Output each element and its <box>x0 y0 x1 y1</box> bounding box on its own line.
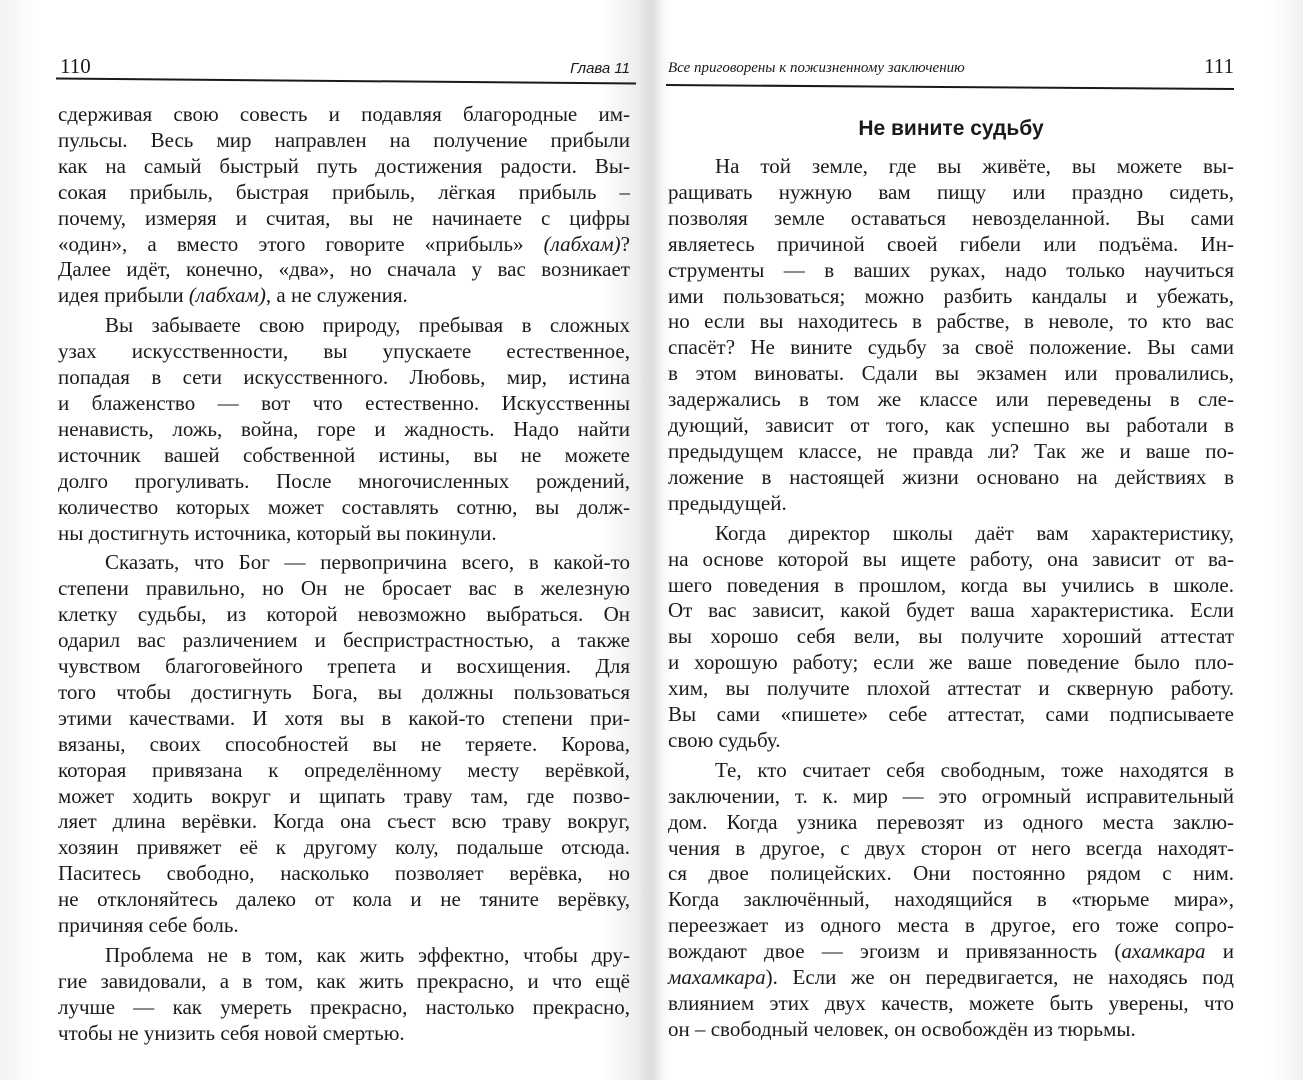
section-title: Не вините судьбу <box>858 117 1044 140</box>
text-line: попадая в сети искусственного. Любовь, мир, истина <box>58 365 630 390</box>
right-header-rule <box>666 84 1234 90</box>
text-line: Проблема не в том, как жить эффектно, чтобы дру- <box>105 943 630 967</box>
text-line: лучше — как умереть прекрасно, настолько прекрасно, <box>58 994 630 1019</box>
text-line: пульсы. Весь мир направлен на получение прибыли <box>58 127 630 152</box>
text-line: Вы сами «пишете» себе аттестат, сами подписываете <box>668 702 1234 727</box>
text-line: позволяя земле оставаться невозделанной. Вы сами <box>668 205 1234 230</box>
text-line: хозяин привяжет её к другому колу, подальше отсюда. <box>58 835 630 860</box>
paragraph <box>668 521 1234 754</box>
text-line: Вы забываете свою природу, пребывая в сложных <box>105 313 630 338</box>
text-line: дующий, зависит от того, как успешно вы работали в <box>668 413 1234 438</box>
text-line: предыдущей. <box>668 490 787 515</box>
left-header-rule <box>56 77 636 84</box>
text-line: вязаны, своих способностей вы не теряете. Корова, <box>58 731 630 756</box>
text-line: степени правильно, но Он не бросает вас в железную <box>58 576 630 601</box>
right-page-number: 111 <box>1204 54 1234 78</box>
left-page-number: 110 <box>60 54 91 78</box>
text-line: которая привязана к определённому месту верёвкой, <box>58 757 630 782</box>
text-line: клетку судьбы, из которой невозможно выбраться. Он <box>58 602 630 627</box>
text-line: источник вашей собственной истины, вы не можете <box>58 442 630 467</box>
text-line: сокая прибыль, быстрая прибыль, лёгкая прибыль – <box>58 179 630 204</box>
right-running-head <box>668 52 1234 80</box>
text-line: и хорошую работу; если же ваше поведение было пло- <box>668 650 1234 675</box>
text-line: ны достигнуть источника, который вы покинули. <box>58 520 497 545</box>
text-line: он – свободный человек, он освобождён из тюрьмы. <box>668 1016 1136 1041</box>
text-line: «один», а вместо этого говорите «прибыль» (лабхам)? <box>58 231 630 256</box>
text-line: шего поведения в прошлом, когда вы учились в школе. <box>668 572 1234 597</box>
text-line: этими качествами. И хотя вы в какой-то степени при- <box>58 705 630 730</box>
text-line: задержались в том же классе или переведены в сле- <box>668 387 1234 412</box>
text-line: чувством благоговейного трепета и восхищения. Для <box>58 654 630 679</box>
text-line: хим, вы получите плохой аттестат и скверную работу. <box>668 676 1234 701</box>
text-line: одарил вас различением и беспристрастностью, а также <box>58 628 630 653</box>
text-line: От вас зависит, какой будет ваша характеристика. Если <box>668 598 1234 623</box>
text-line: вы хорошо себя вели, вы получите хороший аттестат <box>668 624 1234 649</box>
text-line: Сказать, что Бог — первопричина всего, в какой-то <box>105 550 630 575</box>
paragraph <box>58 102 630 309</box>
right-body-text <box>668 114 1234 1047</box>
text-line: Когда директор школы даёт вам характеристику, <box>715 520 1234 545</box>
left-header-title: Глава 11 <box>570 60 630 77</box>
text-line: влиянием этих двух качеств, можете быть уверены, что <box>668 991 1234 1015</box>
text-line: почему, измеряя и считая, вы не начинаете с цифры <box>58 205 630 230</box>
left-page <box>52 0 630 1080</box>
text-line: Когда заключённый, находящийся в «тюрьме мира», <box>668 887 1234 912</box>
text-line: причиняя себе боль. <box>58 913 239 938</box>
text-line: ненависть, ложь, война, горе и жадность. Надо найти <box>58 416 630 441</box>
text-line: являетесь причиной своей гибели или подъёма. Ин- <box>668 231 1234 256</box>
text-line: Паситесь свободно, насколько позволяет верёвка, но <box>58 861 630 886</box>
text-line: может ходить вокруг и щипать траву там, где позво- <box>58 783 630 808</box>
text-line: количество которых может составлять сотню, вы долж- <box>58 494 630 519</box>
text-line: идея прибыли (лабхам), а не служения. <box>58 283 408 308</box>
text-line: предыдущем классе, не правда ли? Так же и ваше по- <box>668 438 1234 463</box>
book-gutter <box>640 0 664 1080</box>
text-line: ложение в настоящей жизни основано на действиях в <box>668 464 1234 489</box>
text-line: ращивать нужную вам пищу или праздно сидеть, <box>668 179 1234 204</box>
text-line: переезжает из одного места в другое, его тоже сопро- <box>668 913 1234 938</box>
text-line: Те, кто считает себя свободным, тоже находятся в <box>715 757 1234 782</box>
text-line: вождают двое — эгоизм и привязанность (ахамкара и <box>668 939 1234 964</box>
text-line: сдерживая свою совесть и подавляя благородные им- <box>58 102 630 126</box>
text-line: чтобы не унизить себя новой смертью. <box>58 1020 405 1045</box>
text-line: Далее идёт, конечно, «два», но сначала у вас возникает <box>58 257 630 282</box>
text-line: того чтобы достигнуть Бога, вы должны пользоваться <box>58 679 630 704</box>
text-line: На той земле, где вы живёте, вы можете вы- <box>715 154 1234 178</box>
text-line: как на самый быстрый путь достижения радости. Вы- <box>58 153 630 178</box>
text-line: дом. Когда узника перевозят из одного места заклю- <box>668 809 1234 834</box>
right-header-title: Все приговорены к пожизненному заключению <box>668 60 965 76</box>
text-line: не отклоняйтесь далеко от кола и не тяните верёвку, <box>58 887 630 912</box>
paragraph <box>58 943 630 1047</box>
right-page <box>668 0 1234 1080</box>
text-line: но если вы находитесь в рабстве, в неволе, то кто вас <box>668 309 1234 334</box>
text-line: ими пользоваться; можно разбить кандалы и убежать, <box>668 283 1234 308</box>
text-line: заключении, т. к. мир — это огромный исправительный <box>668 783 1234 808</box>
paragraph <box>58 550 630 939</box>
left-running-head <box>52 52 630 80</box>
text-line: ляет длина верёвки. Когда она съест всю траву вокруг, <box>58 809 630 834</box>
text-line: и блаженство — вот что естественно. Искусственны <box>58 390 630 415</box>
text-line: на основе которой вы ищете работу, она зависит от ва- <box>668 546 1234 571</box>
text-line: свою судьбу. <box>668 727 781 752</box>
paragraph <box>58 313 630 546</box>
text-line: чения в другое, с двух сторон от него всегда находят- <box>668 835 1234 860</box>
left-body-text <box>58 102 630 1051</box>
text-line: струменты — в ваших руках, надо только научиться <box>668 257 1234 282</box>
paragraph <box>668 758 1234 1043</box>
text-line: гие завидовали, а в том, как жить прекрасно, и что ещё <box>58 968 630 993</box>
text-line: в этом виноваты. Сдали вы экзамен или провалились, <box>668 361 1234 386</box>
text-line: узах искусственности, вы упускаете естественное, <box>58 339 630 364</box>
text-line: махамкара). Если же он передвигается, не находясь под <box>668 965 1234 990</box>
text-line: ся двое полицейских. Они постоянно рядом с ним. <box>668 861 1234 886</box>
text-line: долго прогуливать. После многочисленных рождений, <box>58 468 630 493</box>
paragraph <box>668 154 1234 517</box>
text-line: спасёт? Не вините судьбу за своё положение. Вы сами <box>668 335 1234 360</box>
